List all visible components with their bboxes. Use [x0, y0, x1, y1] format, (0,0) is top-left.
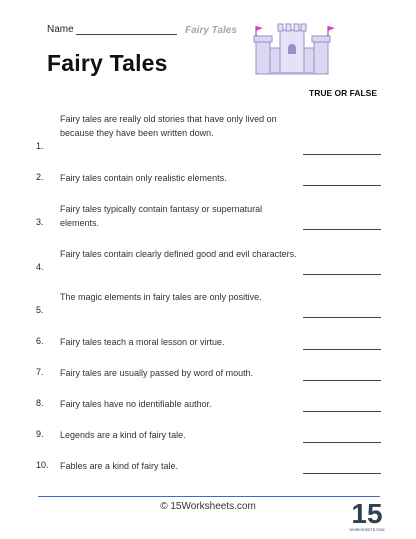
answer-line[interactable] [303, 411, 381, 412]
question-text: Fables are a kind of fairy tale. [60, 461, 179, 471]
15worksheets-logo [349, 496, 385, 536]
question-text: Legends are a kind of fairy tale. [60, 430, 186, 440]
question-text: Fairy tales have no identifiable author. [60, 399, 212, 409]
answer-line[interactable] [303, 185, 381, 186]
answer-line[interactable] [303, 380, 381, 381]
question-text: Fairy tales typically contain fantasy or supernatural elements. [60, 204, 263, 228]
question-text: Fairy tales contain clearly defined good and evil characters. [60, 249, 297, 259]
answer-line[interactable] [303, 349, 381, 350]
question-number: 2. [36, 172, 44, 182]
question-number: 1. [36, 141, 44, 151]
topic-label: Fairy Tales [185, 25, 237, 36]
question-text: Fairy tales teach a moral lesson or virtue. [60, 337, 225, 347]
page-title: Fairy Tales [47, 50, 168, 76]
name-label: Name [47, 24, 74, 35]
question-number: 7. [36, 367, 44, 377]
answer-line[interactable] [303, 317, 381, 318]
answer-line[interactable] [303, 154, 381, 155]
question-number: 3. [36, 217, 44, 227]
name-write-line [76, 34, 177, 35]
footer-copyright: © 15Worksheets.com [160, 501, 256, 512]
answer-line[interactable] [303, 442, 381, 443]
answer-line[interactable] [303, 229, 381, 230]
question-number: 9. [36, 429, 44, 439]
question-number: 10. [36, 460, 49, 470]
question-number: 4. [36, 262, 44, 272]
answer-line[interactable] [303, 274, 381, 275]
logo-number: 15 [351, 498, 383, 529]
true-or-false-heading: TRUE OR FALSE [309, 88, 378, 98]
question-text: Fairy tales are usually passed by word of mouth. [60, 368, 254, 378]
question-number: 6. [36, 336, 44, 346]
question-number: 5. [36, 305, 44, 315]
footer-divider [38, 496, 380, 497]
worksheet-header [0, 0, 416, 98]
question-text: The magic elements in fairy tales are only positive. [60, 292, 262, 302]
question-text: Fairy tales contain only realistic elements. [60, 173, 227, 183]
logo-text: WORKSHEETS.COM [349, 528, 385, 532]
question-number: 8. [36, 398, 44, 408]
answer-line[interactable] [303, 473, 381, 474]
question-text: Fairy tales are really old stories that have only lived on because they have been written down. [60, 114, 277, 138]
castle-icon [250, 20, 334, 76]
